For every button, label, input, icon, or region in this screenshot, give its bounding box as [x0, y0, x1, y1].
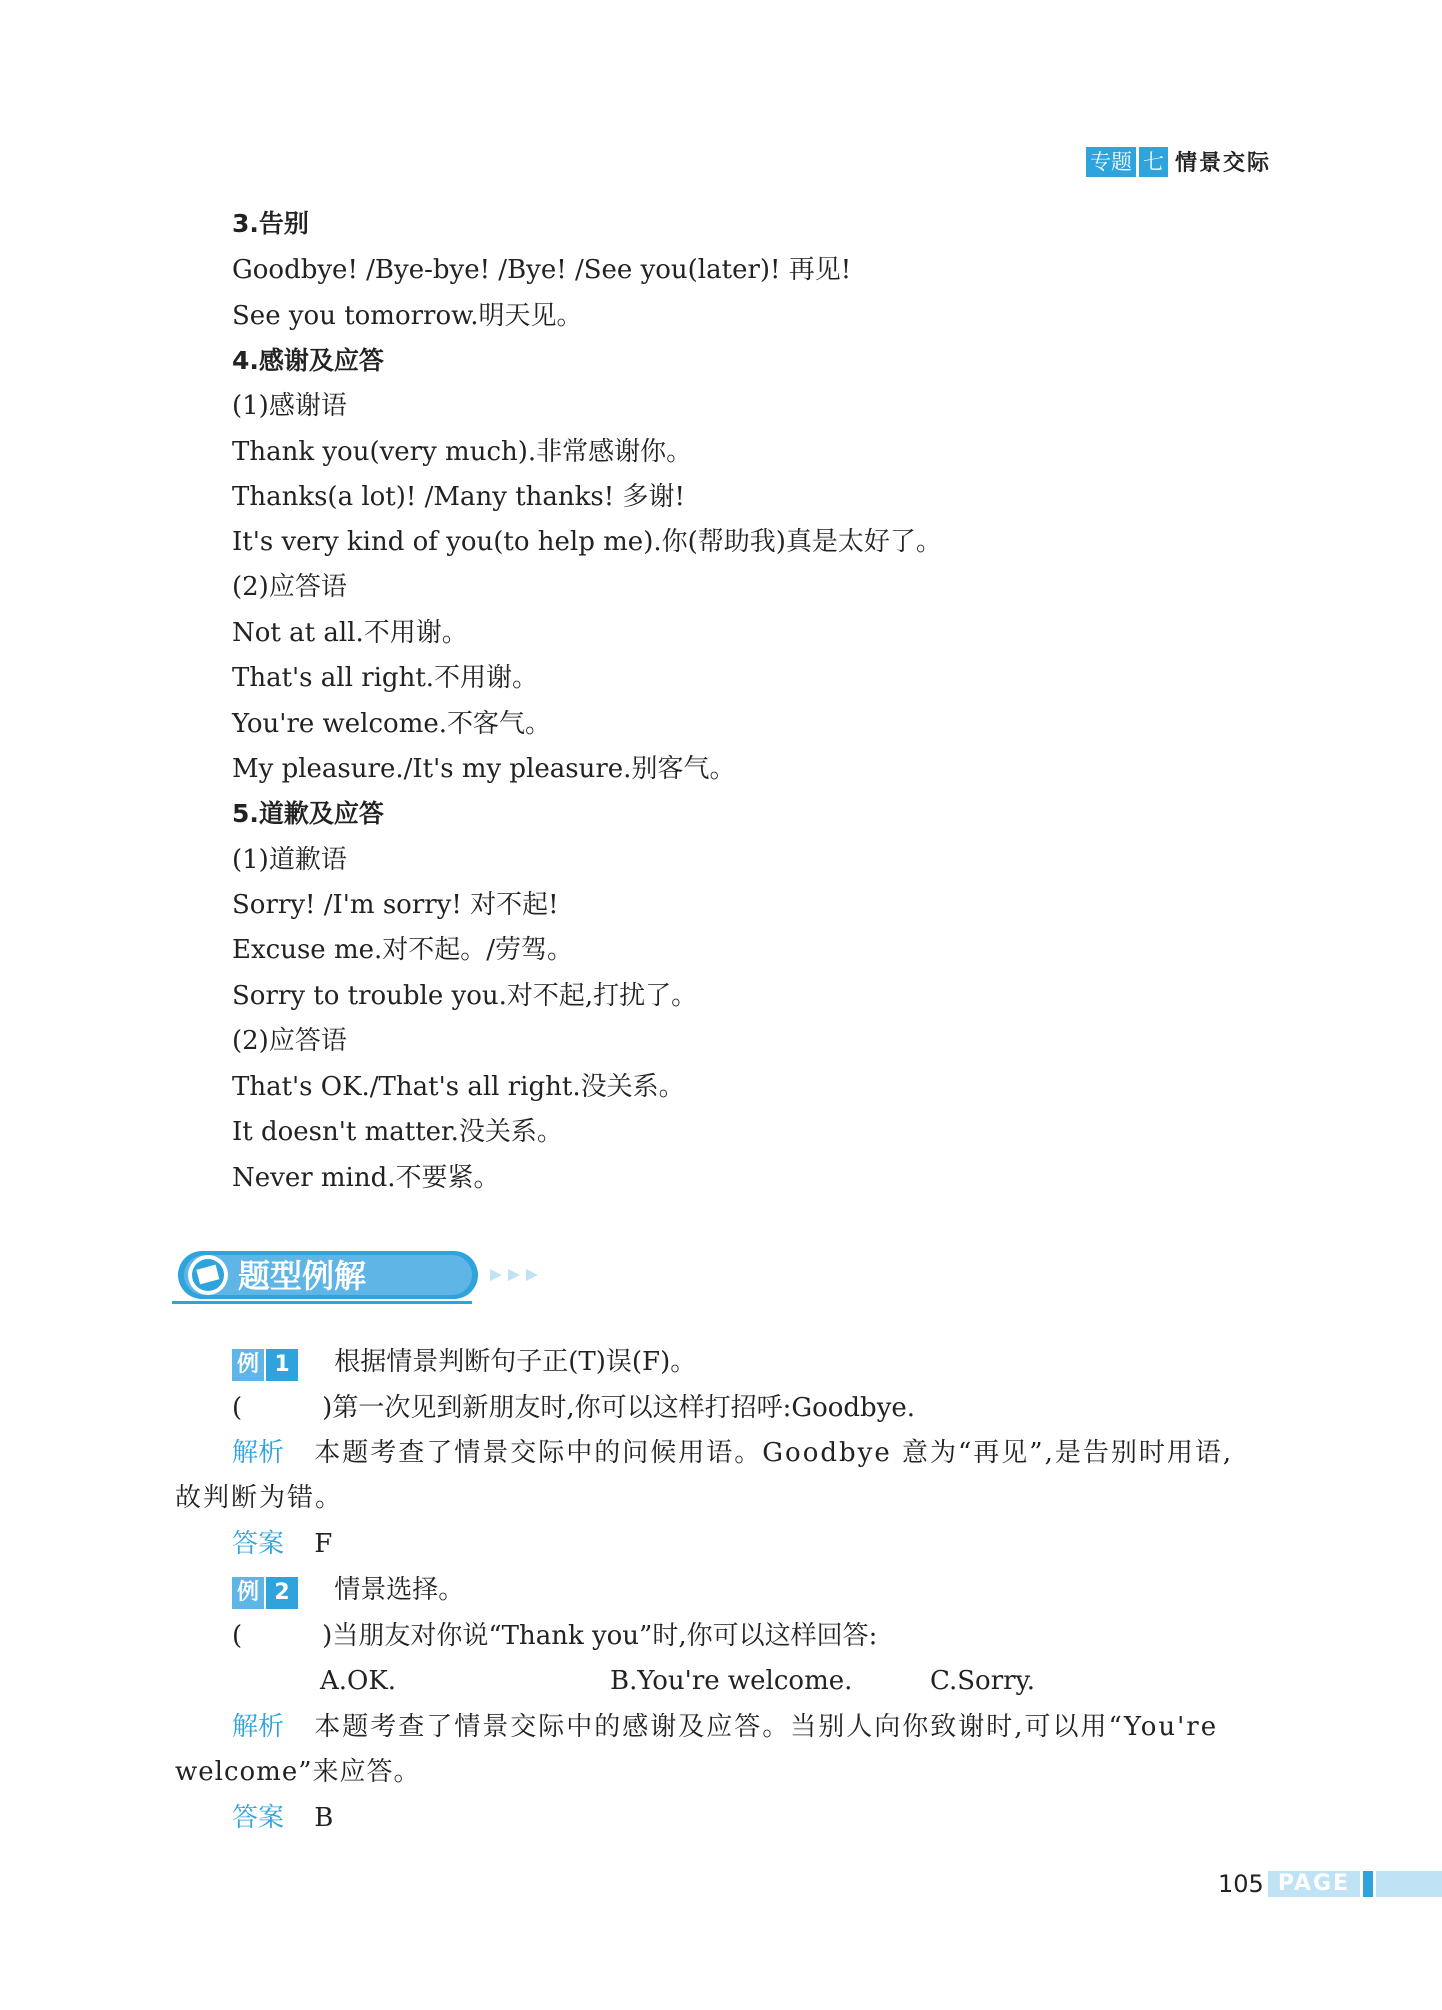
text-line: (1)道歉语 — [232, 845, 347, 875]
text-line: Not at all.不用谢。 — [232, 618, 468, 648]
page-word: PAGE — [1268, 1871, 1360, 1897]
page-tail — [1376, 1871, 1442, 1897]
section-banner-title: 题型例解 — [238, 1257, 367, 1295]
page-stripe — [1363, 1871, 1373, 1897]
answer-label: 答案 — [232, 1803, 285, 1833]
option-b: B.You're welcome. — [610, 1666, 853, 1696]
chapter-tag — [1086, 146, 1271, 177]
chapter-title: 情景交际 — [1175, 151, 1272, 176]
heading-farewell: 3.告别 — [232, 209, 309, 238]
section-banner-graphic — [172, 1247, 552, 1309]
answer-paren-open: ( — [232, 1621, 243, 1651]
text-line: (2)应答语 — [232, 1026, 347, 1056]
section-banner — [172, 1247, 552, 1309]
example-2-analysis: 本题考查了情景交际中的感谢及应答。当别人向你致谢时,可以用“You're — [314, 1712, 1219, 1742]
analysis-label: 解析 — [232, 1712, 285, 1742]
text-line: Thanks(a lot)! /Many thanks! 多谢! — [232, 482, 685, 512]
example-1-question: 第一次见到新朋友时,你可以这样打招呼:Goodbye. — [332, 1393, 916, 1423]
text-line: Sorry to trouble you.对不起,打扰了。 — [232, 981, 698, 1011]
example-1-badge — [232, 1347, 298, 1379]
example-2-answer-line — [232, 1802, 333, 1834]
chapter-tag-box-1: 专题 — [1086, 147, 1136, 177]
example-badge-number: 2 — [266, 1577, 298, 1609]
answer-label: 答案 — [232, 1529, 285, 1559]
example-1-analysis-cont: 故判断为错。 — [175, 1483, 344, 1513]
heading-thanks: 4.感谢及应答 — [232, 346, 384, 375]
text-line: Thank you(very much).非常感谢你。 — [232, 437, 693, 467]
example-badge-number: 1 — [266, 1349, 298, 1381]
example-1-answer: F — [314, 1529, 333, 1559]
example-2-analysis-line — [232, 1711, 1218, 1743]
text-line: (1)感谢语 — [232, 391, 347, 421]
example-1-answer-line — [232, 1528, 332, 1560]
text-line: Never mind.不要紧。 — [232, 1163, 500, 1193]
text-line: Sorry! /I'm sorry! 对不起! — [232, 890, 559, 920]
heading-apology: 5.道歉及应答 — [232, 799, 384, 828]
chapter-tag-box-2: 七 — [1139, 147, 1168, 177]
text-line: Goodbye! /Bye-bye! /Bye! /See you(later)! 再见! — [232, 255, 852, 285]
text-line: (2)应答语 — [232, 572, 347, 602]
option-c: C.Sorry. — [930, 1666, 1036, 1696]
example-2-badge — [232, 1575, 298, 1607]
page-footer — [1218, 1870, 1442, 1898]
text-line: It doesn't matter.没关系。 — [232, 1117, 563, 1147]
answer-paren-close: ) — [322, 1393, 333, 1423]
text-line: Excuse me.对不起。/劳驾。 — [232, 935, 574, 965]
example-2-instruction: 情景选择。 — [334, 1575, 465, 1605]
example-2-question-line — [232, 1620, 877, 1652]
page-number: 105 — [1218, 1870, 1264, 1898]
answer-paren-close: ) — [322, 1621, 333, 1651]
example-1-analysis: 本题考查了情景交际中的问候用语。Goodbye 意为“再见”,是告别时用语, — [314, 1438, 1234, 1468]
text-line: My pleasure./It's my pleasure.别客气。 — [232, 754, 736, 784]
example-2-answer: B — [314, 1803, 334, 1833]
option-a: A.OK. — [320, 1666, 397, 1696]
text-line: That's OK./That's all right.没关系。 — [232, 1072, 685, 1102]
example-2-question: 当朋友对你说“Thank you”时,你可以这样回答: — [332, 1621, 878, 1651]
example-1-instruction: 根据情景判断句子正(T)误(F)。 — [334, 1347, 697, 1377]
example-1-question-line — [232, 1392, 915, 1424]
example-2-instruction-line — [232, 1574, 464, 1607]
answer-paren-open: ( — [232, 1393, 243, 1423]
text-line: That's all right.不用谢。 — [232, 663, 539, 693]
text-line: You're welcome.不客气。 — [232, 709, 552, 739]
text-line: See you tomorrow.明天见。 — [232, 301, 583, 331]
example-badge-label: 例 — [232, 1577, 264, 1609]
example-1-analysis-line — [232, 1437, 1233, 1469]
analysis-label: 解析 — [232, 1438, 285, 1468]
text-line: It's very kind of you(to help me).你(帮助我)真是太好了。 — [232, 527, 942, 557]
example-badge-label: 例 — [232, 1349, 264, 1381]
example-1-instruction-line — [232, 1346, 696, 1379]
example-2-analysis-cont: welcome”来应答。 — [175, 1757, 421, 1787]
